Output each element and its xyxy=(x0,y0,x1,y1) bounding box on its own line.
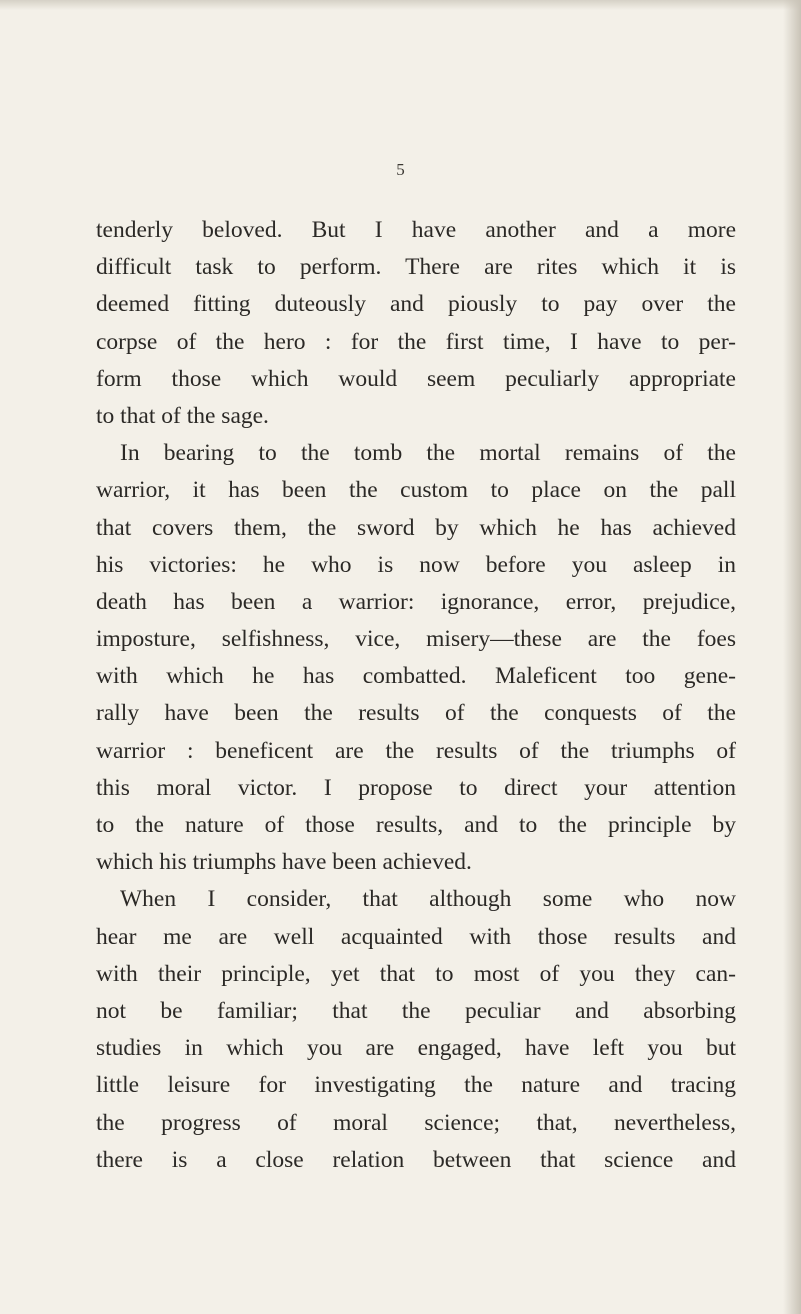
text-line: warrior, it has been the custom to place on the pall xyxy=(96,477,736,504)
text-line: hear me are well acquainted with those results and xyxy=(96,923,736,950)
text-line: death has been a warrior: ignorance, error, prejudice, xyxy=(96,588,736,615)
page-top-shadow xyxy=(0,0,801,10)
text-line: there is a close relation between that science and xyxy=(96,1146,736,1173)
text-line: to that of the sage. xyxy=(96,402,269,429)
text-line: difficult task to perform. There are rites which it is xyxy=(96,254,736,281)
text-line: which his triumphs have been achieved. xyxy=(96,849,472,876)
text-line: warrior : beneficent are the results of the triumphs of xyxy=(96,737,736,764)
text-line: with their principle, yet that to most of you they can- xyxy=(96,960,736,987)
page-number: 5 xyxy=(396,160,405,179)
text-line: When I consider, that although some who now xyxy=(120,886,736,913)
text-line: with which he has combatted. Maleficent too gene- xyxy=(96,663,736,690)
body-text xyxy=(96,212,736,1179)
text-line: imposture, selfishness, vice, misery—these are the foes xyxy=(96,626,736,653)
text-line: studies in which you are engaged, have left you but xyxy=(96,1035,736,1062)
text-line: corpse of the hero : for the first time, I have to per- xyxy=(96,328,736,355)
text-line: rally have been the results of the conquests of the xyxy=(96,700,736,727)
text-line: In bearing to the tomb the mortal remains of the xyxy=(120,440,736,467)
text-line: to the nature of those results, and to the principle by xyxy=(96,812,736,838)
text-line: that covers them, the sword by which he has achieved xyxy=(96,514,736,541)
text-line: this moral victor. I propose to direct your attention xyxy=(96,774,736,801)
text-line: tenderly beloved. But I have another and a more xyxy=(96,217,736,243)
text-line: his victories: he who is now before you asleep in xyxy=(96,551,736,578)
text-line: form those which would seem peculiarly appropriate xyxy=(96,365,736,392)
text-line: deemed fitting duteously and piously to pay over the xyxy=(96,291,736,318)
text-line: not be familiar; that the peculiar and absorbing xyxy=(96,997,736,1024)
page-gutter-shadow xyxy=(783,0,801,1314)
text-line: the progress of moral science; that, nevertheless, xyxy=(96,1109,736,1136)
text-line: little leisure for investigating the nature and tracing xyxy=(96,1072,736,1099)
